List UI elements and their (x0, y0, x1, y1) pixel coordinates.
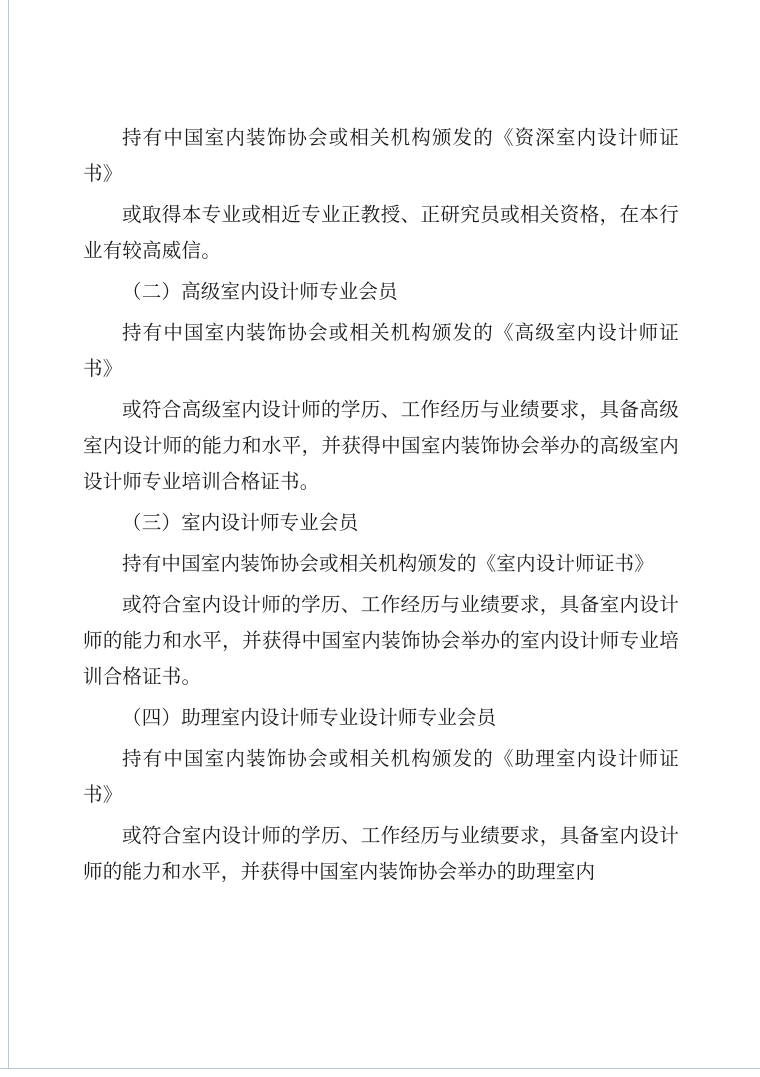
paragraph-heading: （二）高级室内设计师专业会员 (122, 280, 398, 303)
paragraph: 或符合室内设计师的学历、工作经历与业绩要求，具备室内设计师的能力和水平，并获得中国室内装饰协会举办的助理室内 (83, 824, 679, 883)
document-body (83, 120, 679, 895)
paragraph: 或符合室内设计师的学历、工作经历与业绩要求，具备室内设计师的能力和水平，并获得中国室内装饰协会举办的室内设计师专业培训合格证书。 (83, 593, 679, 688)
paragraph: 或符合高级室内设计师的学历、工作经历与业绩要求，具备高级室内设计师的能力和水平，并获得中国室内装饰协会举办的高级室内设计师专业培训合格证书。 (83, 398, 679, 493)
paragraph: 持有中国室内装饰协会或相关机构颁发的《资深室内设计师证书》 (83, 126, 679, 185)
paragraph: 持有中国室内装饰协会或相关机构颁发的《高级室内设计师证书》 (83, 321, 679, 380)
paragraph-heading: （三）室内设计师专业会员 (122, 511, 359, 534)
paragraph-heading: （四）助理室内设计师专业设计师专业会员 (122, 706, 497, 729)
paragraph: 持有中国室内装饰协会或相关机构颁发的《室内设计师证书》 (122, 552, 654, 575)
paragraph: 或取得本专业或相近专业正教授、正研究员或相关资格，在本行业有较高威信。 (83, 203, 679, 262)
page-bottom-edge (0, 1068, 760, 1077)
paragraph: 持有中国室内装饰协会或相关机构颁发的《助理室内设计师证书》 (83, 747, 679, 806)
page-left-edge (0, 0, 9, 1077)
